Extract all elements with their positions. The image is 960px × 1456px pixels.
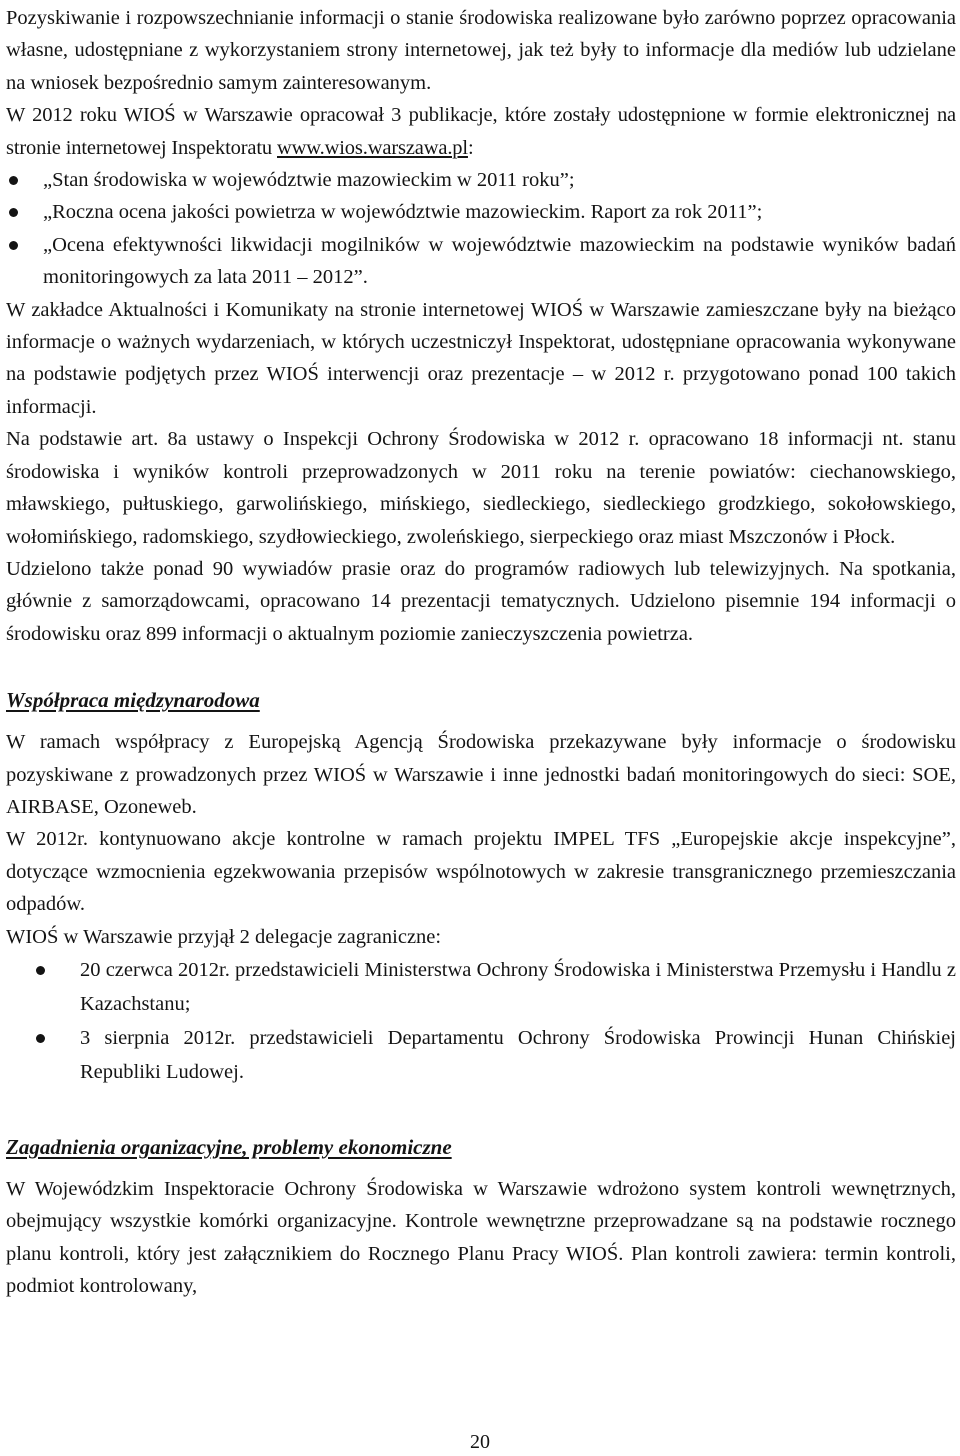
section-heading-organization: Zagadnienia organizacyjne, problemy ekonomiczne <box>6 1134 452 1159</box>
organization-paragraph-1: W Wojewódzkim Inspektoracie Ochrony Środowiska w Warszawie wdrożono system kontroli wewnętrznych, obejmujący wszystkie komórki organizacyjne. Kontrole wewnętrzne przeprowadzane są na podstawie rocznego planu kontroli, który jest załącznikiem do Rocznego Planu Pracy WIOŚ. Plan kontroli zawiera: termin kontroli, podmiot kontrolowany, <box>6 1177 956 1298</box>
list-item <box>6 196 956 228</box>
cooperation-paragraph-2: W 2012r. kontynuowano akcje kontrolne w ramach projektu IMPEL TFS „Europejskie akcje inspekcyjne”, dotyczące wzmocnienia egzekwowania przepisów wspólnotowych w zakresie transgranicznego przemieszczania odpadów. <box>6 828 956 916</box>
intro-paragraph-2-text: W 2012 roku WIOŚ w Warszawie opracował 3 publikacje, które zostały udostępnione w formie elektronicznej na stronie internetowej Inspektoratu <box>6 104 956 159</box>
cooperation-paragraph-1: W ramach współpracy z Europejską Agencją Środowiska przekazywane były informacje o środowisku pozyskiwane z prowadzonych przez WIOŚ w Warszawie i inne jednostki badań monitoringowych do sieci: SOE, AIRBASE, Ozoneweb. <box>6 731 956 818</box>
publication-title: „Roczna ocena jakości powietrza w województwie mazowieckim. Raport za rok 2011”; <box>43 201 763 224</box>
bullet-icon <box>36 1034 45 1043</box>
page-number: 20 <box>470 1431 490 1453</box>
news-paragraph-3: Udzielono także ponad 90 wywiadów prasie oraz do programów radiowych lub telewizyjnych. Na spotkania, głównie z samorządowcami, opracowano 14 prezentacji tematycznych. Udzielono pisemnie 194 informacji o środowisku oraz 899 informacji o aktualnym poziomie zanieczyszczenia powietrza. <box>6 557 956 645</box>
publication-title: „Stan środowiska w województwie mazowieckim w 2011 roku”; <box>43 169 575 192</box>
bullet-icon <box>9 208 18 217</box>
section-heading-cooperation: Współpraca międzynarodowa <box>6 688 260 713</box>
news-paragraph-2: Na podstawie art. 8a ustawy o Inspekcji Ochrony Środowiska w 2012 r. opracowano 18 informacji nt. stanu środowiska i wyników kontroli przeprowadzonych w 2011 roku na terenie powiatów: ciechanowskiego, mławskiego, pułtuskiego, garwolińskiego, mińskiego, siedleckiego, siedleckiego grodzkiego, sokołowskiego, wołomińskiego, radomskiego, szydłowieckiego, zwoleńskiego, sierpeckiego oraz miast Mszczonów i Płock. <box>6 428 956 548</box>
spacer <box>6 1089 956 1131</box>
list-item <box>6 164 956 196</box>
wios-website-link[interactable]: www.wios.warszawa.pl <box>277 136 468 159</box>
bullet-icon <box>9 241 18 250</box>
publications-list <box>6 164 956 294</box>
document-page <box>6 2 956 1303</box>
list-item <box>6 953 956 1021</box>
list-item <box>6 1021 956 1089</box>
delegation-text: 20 czerwca 2012r. przedstawicieli Ministerstwa Ochrony Środowiska i Ministerstwa Przemysłu i Handlu z Kazachstanu; <box>80 958 956 1015</box>
spacer <box>6 716 956 726</box>
news-paragraph-1: W zakładce Aktualności i Komunikaty na stronie internetowej WIOŚ w Warszawie zamieszczane były na bieżąco informacje o ważnych wydarzeniach, w których uczestniczył Inspektorat, udostępniane opracowania wykonywane na podstawie podjętych przez WIOŚ interwencji oraz prezentacje – w 2012 r. przygotowano ponad 100 takich informacji. <box>6 298 956 418</box>
list-item <box>6 229 956 294</box>
intro-paragraph-2-colon: : <box>467 136 474 159</box>
cooperation-paragraph-3: WIOŚ w Warszawie przyjął 2 delegacje zagraniczne: <box>6 925 442 948</box>
delegations-list <box>6 953 956 1089</box>
publication-title: „Ocena efektywności likwidacji mogilników w województwie mazowieckim na podstawie wyników badań monitoringowych za lata 2011 – 2012”. <box>43 233 956 289</box>
delegation-text: 3 sierpnia 2012r. przedstawicieli Departamentu Ochrony Środowiska Prowincji Hunan Chińskiej Republiki Ludowej. <box>80 1026 956 1083</box>
bullet-icon <box>9 176 18 185</box>
intro-paragraph-1: Pozyskiwanie i rozpowszechnianie informacji o stanie środowiska realizowane było zarówno poprzez opracowania własne, udostępniane z wykorzystaniem strony internetowej, jak też były to informacje dla mediów lub udzielane na wniosek bezpośrednio samym zainteresowanym. <box>6 7 956 94</box>
spacer <box>6 650 956 684</box>
spacer <box>6 1163 956 1173</box>
bullet-icon <box>36 966 45 975</box>
intro-paragraph-2 <box>6 99 956 164</box>
